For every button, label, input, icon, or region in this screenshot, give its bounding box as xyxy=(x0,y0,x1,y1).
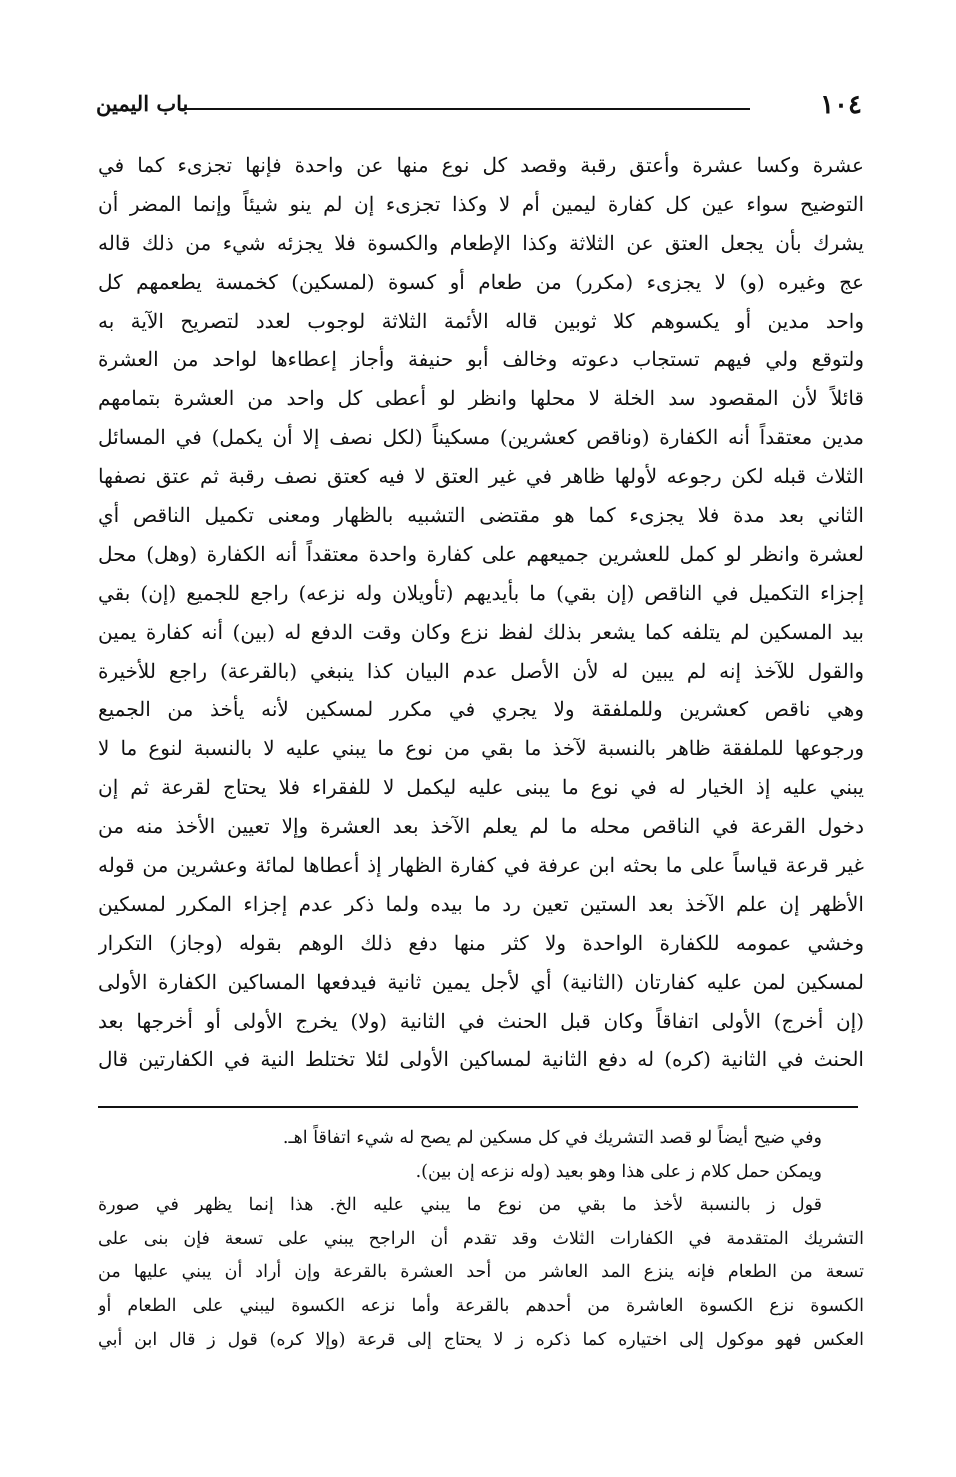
footnote-line: ويمكن حمل كلام ز على هذا وهو بعيد (وله نزعه إن بين). xyxy=(415,1161,822,1182)
text-line: غير قرعة قياساً على ما بحثه ابن عرفة في كفارة الظهار إذ أعطاها لمائة وعشرين من قوله xyxy=(98,853,864,878)
text-line: عج وغيره (و) لا يجزىء (مكرر) من طعام أو كسوة (لمسكين) كخمسة يطعمهم كل xyxy=(98,269,864,294)
footnotes xyxy=(98,1122,864,1357)
text-line: يشرك بأن يجعل العتق عن الثلاثة وكذا الإطعام والكسوة فلا يجزئه شيء من ذلك قاله xyxy=(98,230,864,255)
footnote-line: قول ز بالنسبة لأخذ ما بقي من نوع ما يبني عليه الخ. هذا إنما يظهر في صورة xyxy=(98,1195,822,1216)
main-text xyxy=(98,146,864,1079)
text-line: بيد المسكين لم يتلفه كما يشعر بذلك لفظ نزع وكان وقت الدفع له (بين) أنه كفارة يمين xyxy=(98,619,864,644)
text-line: وخشي عمومه للكفارة الواحدة ولا كثر منها دفع ذلك الوهم بقوله (وجاز) التكرار xyxy=(98,930,864,955)
text-line: (إن أخرج) الأولى اتفاقاً وكان قبل الحنث في الثانية (ولا) يخرج الأولى أو أخرجها بعد xyxy=(98,1008,864,1033)
text-line: ولتوقع ولي فيهم تستجاب دعوته وخالف أبو حنيفة وأجاز إعطاءها لواحد من العشرة xyxy=(98,347,864,372)
text-line: وهي ناقص كعشرين وللملفقة ولا يجري في مكرر لمسكين لأنه يأخذ من الجميع xyxy=(98,697,864,722)
text-line: والقول للآخذ إنه لم يبين له لأن الأصل عدم البيان كذا ينبغي (بالقرعة) راجع للأخيرة xyxy=(98,658,864,683)
text-line: لعشرة وانظر لو كمل للعشرين جميعهم على كفارة واحدة معتقداً أنه الكفارة (وهل) محل xyxy=(98,541,864,566)
running-header xyxy=(96,82,862,122)
footnote-line: وفي ضيح أيضاً لو قصد التشريك في كل مسكين لم يصح له شيء اتفاقاً اهـ. xyxy=(282,1128,822,1148)
text-line: مدين معتقداً أنه الكفارة (وناقص كعشرين) مسكيناً (لكل نصف إلا أن يكمل) في المسائل xyxy=(98,425,864,450)
header-rule xyxy=(178,108,750,110)
text-line: الثلاث قبله لكن رجوعه لأولها ظاهر في غير العتق لا فيه كعتق نصف رقبة ثم عتق نصفها xyxy=(98,464,864,489)
chapter-title: باب اليمين xyxy=(96,91,189,116)
text-line: ورجوعها للملفقة ظاهر بالنسبة لآخذ ما بقي من نوع ما يبني عليه لا بالنسبة لنوع ما لا xyxy=(98,736,864,761)
text-line: التوضيح سواء عين كل كفارة ليمين أم لا وكذا تجزىء إن لم ينو شيئاً وإنما المضر أن xyxy=(98,191,864,216)
text-line: واحد مدين أو يكسوهم كلا ثوبين قاله الأئمة الثلاثة لوجوب لعدد لتصريح الآية به xyxy=(98,308,864,333)
footnote-line: العكس فهو موكول إلى اختياره كما ذكره ز لا يحتاج إلى قرعة (وإلا كره) قول ز قال ابن أبي xyxy=(98,1329,864,1350)
text-line: قائلاً لأن المقصود سد الخلة لا محلها وانظر لو أعطى كل واحد من العشرة بتمامهم xyxy=(98,386,864,411)
text-line: إجزاء التكميل في الناقص (إن بقي) ما بأيديهم (تأويلان وله نزعه) راجع للجميع (إن) بقي xyxy=(98,580,864,605)
page-number: ١٠٤ xyxy=(820,90,862,120)
text-line: يبني عليه إذ الخيار له في نوع ما يبنى عليه ليكمل لا للفقراء فلا يحتاج لقرعة ثم إن xyxy=(98,775,864,800)
footnote-line: التشريك المتقدمة في الكفارات الثلاث وقد تقدم أن الراجح يبني على تسعة فإن بنى على xyxy=(98,1228,864,1249)
footnote-line: تسعة من الطعام فإنه ينزع المد العاشر من أحد العشرة بالقرعة وإن أراد أن يبني عليها من xyxy=(98,1262,864,1283)
footnote-line: الكسوة نزع الكسوة العاشرة من أحدهم بالقرعة وأما نزعه الكسوة ليبني على الطعام أو xyxy=(98,1295,864,1316)
text-line: دخول القرعة في الناقص محله ما لم يعلم الآخذ بعد العشرة وإلا تعيين الأخذ منه من xyxy=(98,814,864,839)
text-line: لمسكين لمن عليه كفارتان (الثانية) أي لأجل يمين ثانية فيدفعها المساكين الكفارة الأولى xyxy=(98,969,864,994)
text-line: الحنث في الثانية (كره) له دفع الثانية لمساكين الأولى لئلا تختلط النية في الكفارتين قال xyxy=(98,1047,864,1072)
text-line: الأظهر إن علم الآخذ بعد الستين تعين رد ما بيده ولما ذكر عدم إجزاء المكرر لمسكين xyxy=(98,891,864,916)
footnote-separator xyxy=(98,1106,858,1108)
text-line: الثاني بعد مدة فلا يجزىء كما هو مقتضى التشبيه بالظهار ومعنى تكميل الناقص أي xyxy=(98,503,864,528)
text-line: عشرة وكسا عشرة وأعتق رقبة وقصد كل نوع منها عن واحدة فإنها تجزىء كما في xyxy=(98,153,864,177)
